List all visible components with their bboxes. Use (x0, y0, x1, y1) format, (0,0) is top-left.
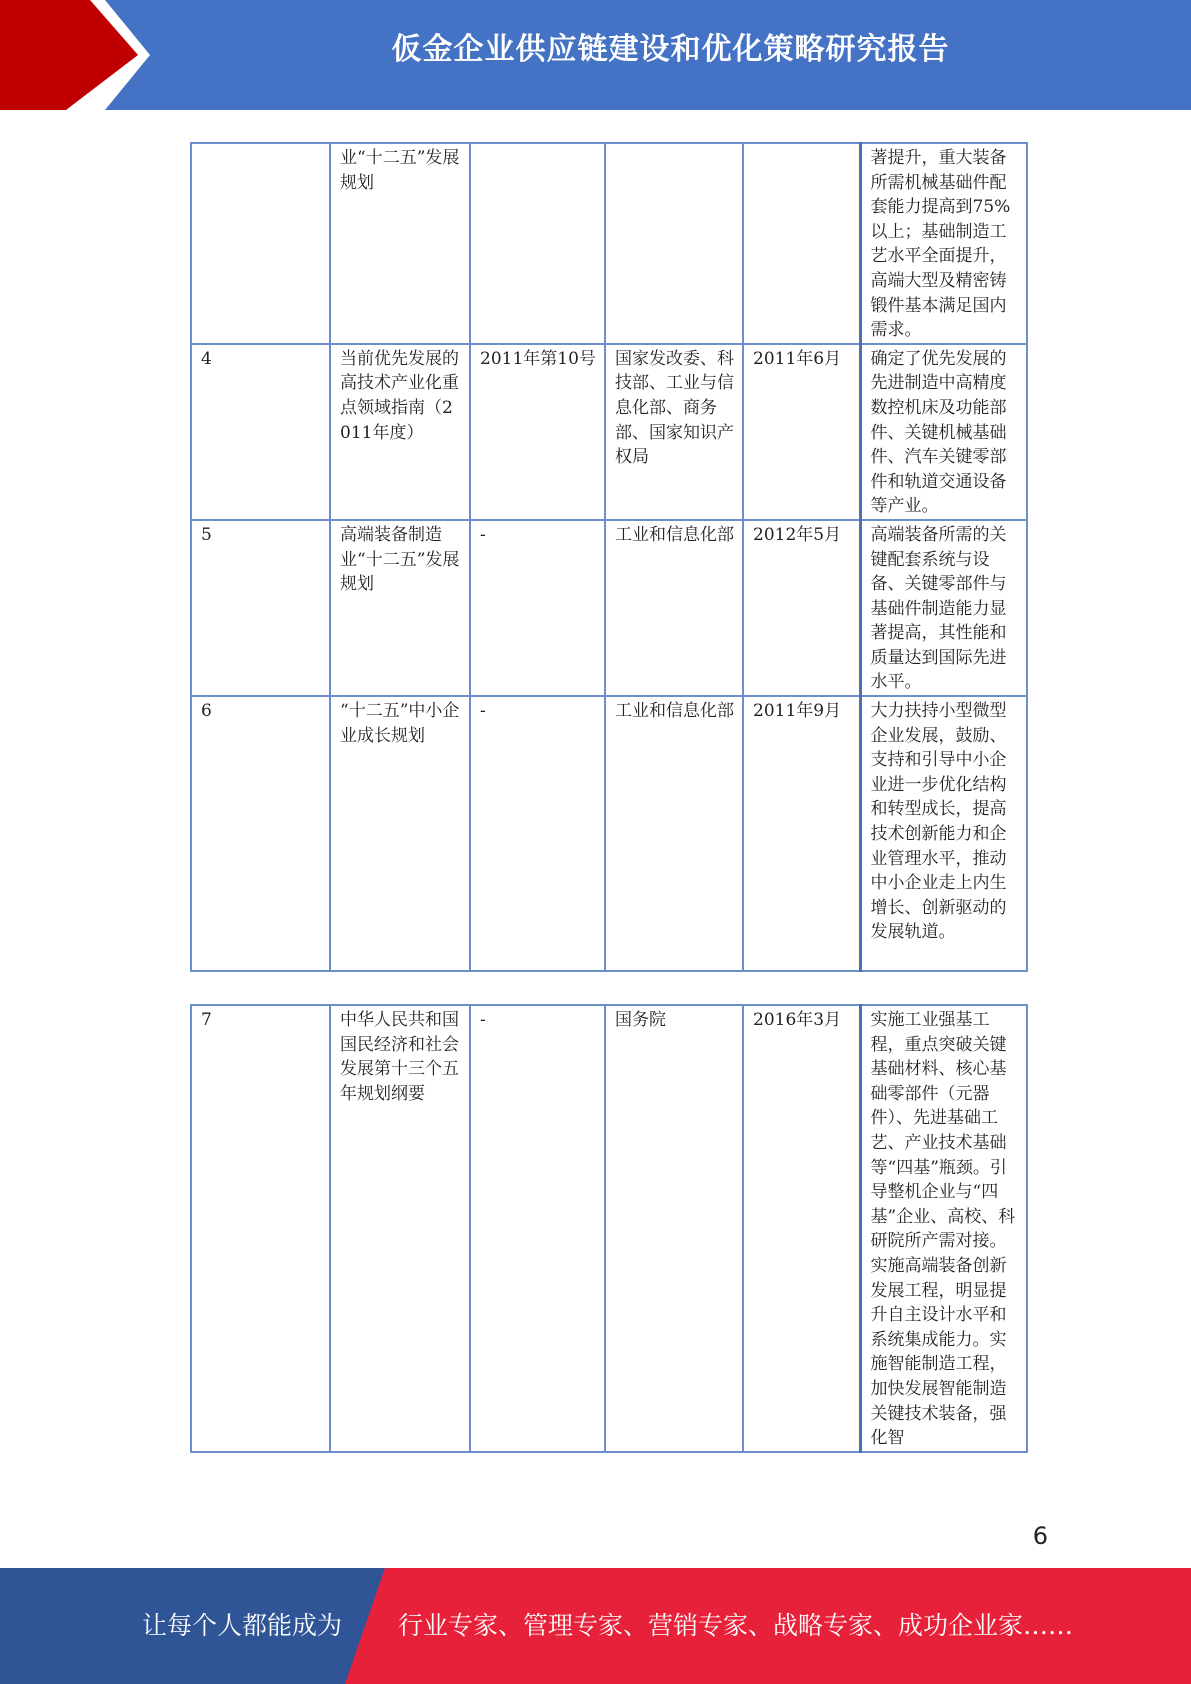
cell-issuer: 工业和信息化部 (605, 696, 743, 971)
page-number: 6 (1032, 1522, 1048, 1550)
policy-table-part-b (190, 1004, 1028, 1453)
cell-date: 2011年6月 (743, 344, 860, 520)
cell-name: 高端装备制造业“十二五”发展规划 (330, 520, 470, 696)
cell-date: 2012年5月 (743, 520, 860, 696)
table-row (191, 143, 1027, 344)
cell-name: 中华人民共和国国民经济和社会发展第十三个五年规划纲要 (330, 1005, 470, 1452)
cell-doc-no: - (470, 696, 605, 971)
cell-doc-no (470, 143, 605, 344)
header-arrow-decoration (0, 0, 160, 110)
cell-date: 2016年3月 (743, 1005, 860, 1452)
cell-no: 7 (191, 1005, 330, 1452)
cell-date (743, 143, 860, 344)
cell-no: 5 (191, 520, 330, 696)
cell-issuer: 国家发改委、科技部、工业与信息化部、商务部、国家知识产权局 (605, 344, 743, 520)
policy-table-part-a (190, 142, 1028, 972)
cell-issuer: 工业和信息化部 (605, 520, 743, 696)
cell-content: 实施工业强基工程，重点突破关键基础材料、核心基础零部件（元器件）、先进基础工艺、产业技术基础等“四基”瓶颈。引导整机企业与“四基”企业、高校、科研院所产需对接。实施高端装备创新发展工程，明显提升自主设计水平和系统集成能力。实施智能制造工程，加快发展智能制造关键技术装备，强化智 (860, 1005, 1027, 1452)
footer-slogan-left: 让每个人都能成为 (142, 1611, 343, 1640)
footer-slogan-right: 行业专家、管理专家、营销专家、战略专家、成功企业家…… (398, 1611, 1074, 1640)
cell-doc-no: - (470, 520, 605, 696)
table-row (191, 696, 1027, 971)
cell-content: 高端装备所需的关键配套系统与设备、关键零部件与基础件制造能力显著提高，其性能和质量达到国际先进水平。 (860, 520, 1027, 696)
table-row (191, 520, 1027, 696)
cell-no: 4 (191, 344, 330, 520)
cell-issuer (605, 143, 743, 344)
cell-name: 当前优先发展的高技术产业化重点领域指南（2011年度） (330, 344, 470, 520)
cell-date: 2011年9月 (743, 696, 860, 971)
cell-no: 6 (191, 696, 330, 971)
cell-content: 确定了优先发展的先进制造中高精度数控机床及功能部件、关键机械基础件、汽车关键零部件和轨道交通设备等产业。 (860, 344, 1027, 520)
table-row (191, 344, 1027, 520)
cell-issuer: 国务院 (605, 1005, 743, 1452)
cell-no (191, 143, 330, 344)
header-title: 仮金企业供应链建设和优化策略研究报告 (391, 32, 950, 67)
cell-content: 著提升，重大装备所需机械基础件配套能力提高到75%以上；基础制造工艺水平全面提升，高端大型及精密铸锻件基本满足国内需求。 (860, 143, 1027, 344)
cell-name: “十二五”中小企业成长规划 (330, 696, 470, 971)
cell-doc-no: - (470, 1005, 605, 1452)
cell-content: 大力扶持小型微型企业发展，鼓励、支持和引导中小企业进一步优化结构和转型成长，提高技术创新能力和企业管理水平，推动中小企业走上内生增长、创新驱动的发展轨道。 (860, 696, 1027, 971)
page-header (0, 0, 1191, 110)
page-footer (0, 1568, 1191, 1684)
cell-name: 业“十二五”发展规划 (330, 143, 470, 344)
cell-doc-no: 2011年第10号 (470, 344, 605, 520)
table-row (191, 1005, 1027, 1452)
